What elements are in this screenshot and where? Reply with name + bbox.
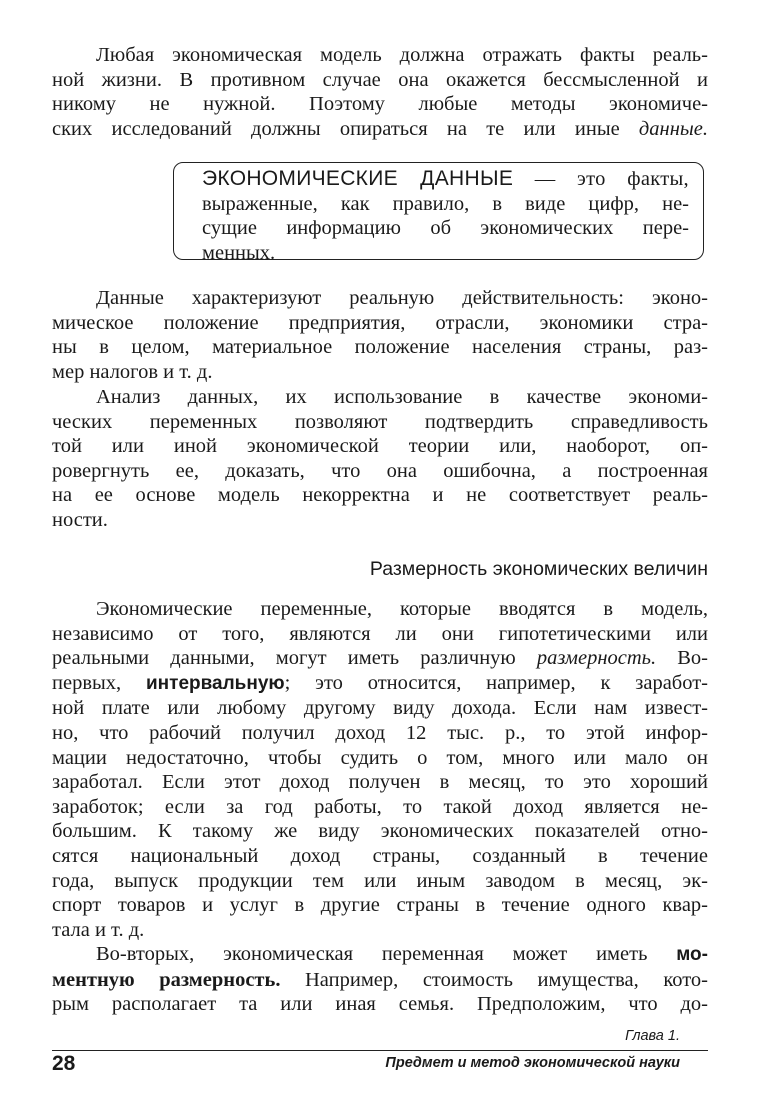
text-line: ной жизни. В противном случае она окажется бессмысленной и: [52, 68, 708, 91]
definition-line: выраженные, как правило, в виде цифр, не-: [202, 192, 689, 215]
definition-line: [202, 167, 689, 192]
footer-divider: [52, 1050, 708, 1051]
text-line: [52, 646, 708, 671]
analysis-paragraph: [52, 385, 708, 533]
text-line: спорт товаров и услуг в другие страны в течение одного квар-: [52, 894, 708, 917]
text-line: мер налогов и т. д.: [52, 360, 213, 383]
definition-line: менных.: [202, 241, 276, 264]
text-line: [52, 117, 708, 142]
emphasis-data: данные.: [638, 117, 708, 140]
text-span: первых,: [52, 671, 146, 694]
text-line: той или иной экономической теории или, наоборот, оп-: [52, 435, 708, 458]
footer-book-title: Предмет и метод экономической науки: [385, 1055, 680, 1071]
text-line: на ее основе модель некорректна и не соответствует реаль-: [52, 484, 708, 507]
text-span: Во-: [656, 647, 709, 670]
bold-moment: мо-: [676, 944, 708, 965]
text-line: заработок; если за год работы, то такой доход является не-: [52, 795, 708, 818]
data-paragraph: [52, 286, 708, 384]
text-line: Любая экономическая модель должна отражать факты реаль-: [96, 44, 708, 66]
text-span: Во-вторых, экономическая переменная может иметь: [96, 943, 677, 965]
text-line: заработал. Если этот доход получен в месяц, то это хороший: [52, 771, 708, 794]
text-line: ческих переменных позволяют подтвердить справедливость: [52, 410, 708, 433]
text-line: сятся национальный доход страны, созданный в течение: [52, 844, 708, 867]
text-line: большим. К такому же виду экономических показателей отно-: [52, 820, 708, 843]
text-line: [52, 942, 708, 968]
section-title: Размерность экономических величин: [369, 558, 708, 580]
text-line: [52, 968, 708, 993]
intro-paragraph: [52, 43, 708, 141]
text-span: — это факты,: [513, 168, 689, 190]
text-line: мическое положение предприятия, отрасли, экономики стра-: [52, 311, 708, 334]
definition-box: [173, 162, 704, 264]
emphasis-dimension: размерность.: [536, 647, 657, 670]
bold-interval: интервальную: [145, 672, 285, 694]
text-line: года, выпуск продукции тем или иным заводом в месяц, эк-: [52, 869, 708, 892]
text-line: ны в целом, материальное положение населения страны, раз-: [52, 336, 708, 359]
text-line: ности.: [52, 508, 108, 531]
text-line: Экономические переменные, которые вводятся в модель,: [96, 598, 708, 620]
text-line: тала и т. д.: [52, 918, 145, 941]
text-line: Анализ данных, их использование в качестве экономи-: [96, 386, 708, 408]
footer-chapter: Глава 1.: [625, 1028, 680, 1044]
moment-paragraph: [52, 942, 708, 1017]
text-line: ной плате или любому другому виду дохода. Если нам извест-: [52, 697, 708, 720]
dimension-paragraph: [52, 597, 708, 942]
text-line: никому не нужной. Поэтому любые методы экономиче-: [52, 93, 708, 116]
text-span: ; это относится, например, к заработ-: [284, 671, 708, 694]
text-line: Данные характеризуют реальную действительность: эконо-: [96, 287, 708, 309]
text-line: но, что рабочий получил доход 12 тыс. р., то этой инфор-: [52, 721, 708, 744]
text-span: реальными данными, могут иметь различную: [52, 647, 537, 670]
bold-moment-dimension: ментную размерность.: [52, 968, 281, 991]
text-span: Например, стоимость имущества, кото-: [280, 968, 708, 991]
text-line: независимо от того, являются ли они гипотетическими или: [52, 622, 708, 645]
text-line: ровергнуть ее, доказать, что она ошибочна, а построенная: [52, 459, 708, 482]
definition-line: сущие информацию об экономических пере-: [202, 217, 689, 239]
text-line: рым располагает та или иная семья. Предположим, что до-: [52, 993, 708, 1016]
text-line: [52, 671, 708, 697]
text-span: ских исследований должны опираться на те или иные: [52, 117, 620, 140]
text-line: мации недостаточно, чтобы судить о том, много или мало он: [52, 746, 708, 769]
page-number: 28: [52, 1052, 76, 1075]
definition-term: ЭКОНОМИЧЕСКИЕ ДАННЫЕ: [202, 167, 514, 190]
